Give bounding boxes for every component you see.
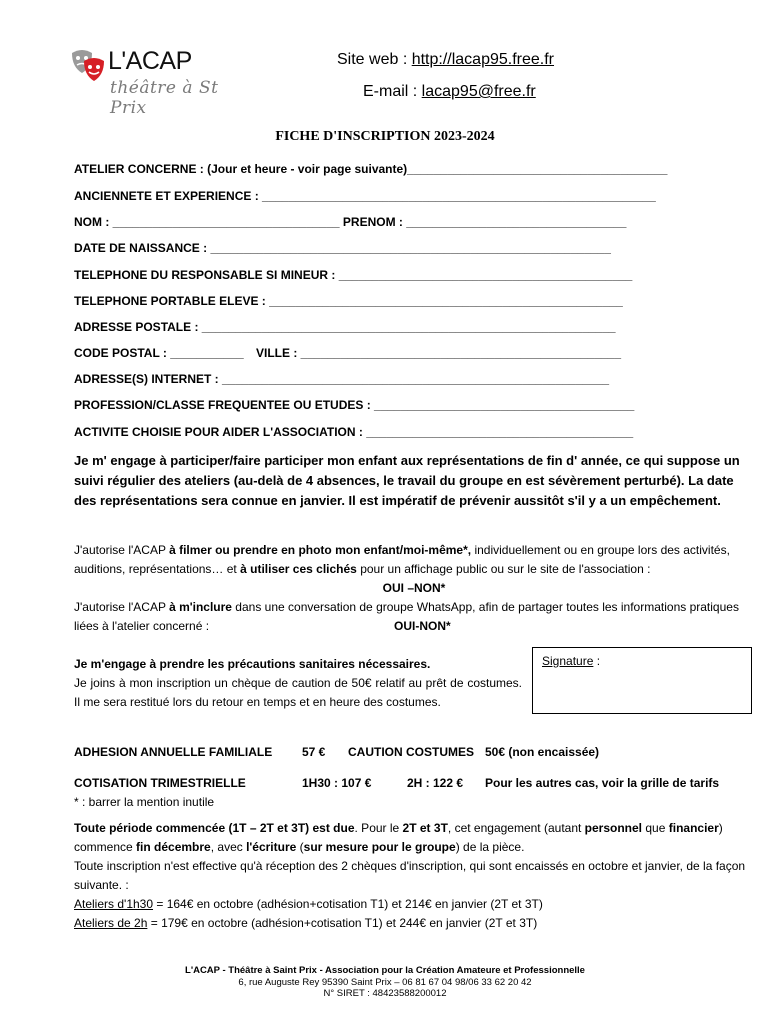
- footer: [0, 965, 770, 1000]
- photo-choice[interactable]: OUI –NON*: [382, 581, 446, 595]
- internet-field[interactable]: ADRESSE(S) INTERNET : __________________________________________________________: [74, 372, 610, 386]
- ville-field[interactable]: VILLE : ________________________________________________: [256, 346, 622, 360]
- profession-field[interactable]: PROFESSION/CLASSE FREQUENTEE OU ETUDES : _______________________________________: [74, 398, 635, 412]
- terms-b6: l'écriture: [246, 840, 297, 854]
- whatsapp-bold-1: à m'inclure: [169, 600, 232, 614]
- terms-p5: , avec: [210, 840, 247, 854]
- code-postal-field[interactable]: CODE POSTAL : ___________: [74, 346, 244, 360]
- website-label: Site web :: [337, 51, 412, 68]
- photo-bold-2: à utiliser ces clichés: [240, 562, 357, 576]
- date-naissance-field[interactable]: DATE DE NAISSANCE : ____________________________________________________________: [74, 241, 611, 255]
- email-link[interactable]: lacap95@free.fr: [421, 83, 536, 100]
- other-cases: Pour les autres cas, voir la grille de tarifs: [485, 776, 720, 790]
- activite-field[interactable]: ACTIVITE CHOISIE POUR AIDER L'ASSOCIATION : ________________________________________: [74, 425, 634, 439]
- commitment-paragraph: Je m' engage à participer/faire participer mon enfant aux représentations de fin d' année, ce qui suppose un suivi régulier des ateliers (au-delà de 4 absences, le travail du groupe en est sévèrement perturbé). La date des représentations sera connue en janvier. Il est impératif de prévenir aussitôt s'il y a un empêchement.: [74, 453, 740, 508]
- adhesion-label: ADHESION ANNUELLE FAMILIALE: [74, 745, 273, 759]
- terms-b4: financier: [668, 821, 719, 835]
- terms-block: [74, 819, 754, 933]
- photo-authorization: [74, 541, 754, 598]
- sanitary-title: Je m'engage à prendre les précautions sanitaires nécessaires.: [74, 657, 431, 671]
- photo-text-3: pour un affichage public ou sur le site de l'association :: [356, 562, 651, 576]
- atelier-1h30-line: [74, 895, 754, 914]
- caution-label: CAUTION COSTUMES: [348, 745, 474, 759]
- terms-line-1: [74, 819, 754, 857]
- atelier-1h30-label: Ateliers d'1h30: [74, 897, 154, 911]
- terms-b5: fin décembre: [136, 840, 211, 854]
- photo-bold-1: à filmer ou prendre en photo mon enfant/moi-même*,: [169, 543, 472, 557]
- logo-subtitle: théâtre à St Prix: [110, 78, 219, 118]
- website-link[interactable]: http://lacap95.free.fr: [411, 51, 555, 68]
- terms-p7: ) de la pièce.: [455, 840, 525, 854]
- terms-p3: que: [642, 821, 669, 835]
- atelier-field[interactable]: ATELIER CONCERNE : (Jour et heure - voir page suivante)_______________________________________: [74, 162, 668, 176]
- signature-label: Signature: [542, 654, 594, 668]
- terms-b1: Toute période commencée (1T – 2T et 3T) est due: [74, 821, 355, 835]
- footer-line-2: 6, rue Auguste Rey 95390 Saint Prix – 06 81 67 04 98/06 33 62 20 42: [238, 976, 532, 988]
- anciennete-field[interactable]: ANCIENNETE ET EXPERIENCE : ___________________________________________________________: [74, 189, 656, 203]
- caution-value: 50€ (non encaissée): [485, 745, 600, 759]
- atelier-2h-line: [74, 914, 754, 933]
- terms-p1: . Pour le: [354, 821, 403, 835]
- page-title: FICHE D'INSCRIPTION 2023-2024: [275, 129, 495, 144]
- email-line: [337, 76, 554, 108]
- terms-b3: personnel: [584, 821, 643, 835]
- footer-line-3: N° SIRET : 48423588200012: [323, 988, 447, 999]
- tel-responsable-field[interactable]: TELEPHONE DU RESPONSABLE SI MINEUR : ____________________________________________: [74, 268, 633, 282]
- whatsapp-choice[interactable]: OUI-NON*: [394, 619, 451, 633]
- terms-p6: (: [296, 840, 304, 854]
- atelier-2h-label: Ateliers de 2h: [74, 916, 148, 930]
- cotisation-1h30: 1H30 : 107 €: [302, 776, 372, 790]
- atelier-1h30-text: = 164€ en octobre (adhésion+cotisation T1) et 214€ en janvier (2T et 3T): [153, 897, 543, 911]
- signature-box[interactable]: [532, 647, 752, 714]
- cotisation-2h: 2H : 122 €: [407, 776, 464, 790]
- atelier-2h-text: = 179€ en octobre (adhésion+cotisation T1) et 244€ en janvier (2T et 3T): [147, 916, 538, 930]
- logo-name: L'ACAP: [108, 47, 192, 75]
- sanitary-block: [74, 655, 522, 712]
- email-label: E-mail :: [363, 83, 422, 100]
- cotisation-label: COTISATION TRIMESTRIELLE: [74, 776, 246, 790]
- whatsapp-text-1: J'autorise l'ACAP: [74, 600, 170, 614]
- terms-b7: sur mesure pour le groupe: [303, 840, 456, 854]
- website-line: [337, 44, 554, 76]
- terms-p4: ) commence: [74, 821, 723, 854]
- photo-text-2: individuellement ou en groupe lors des activités, auditions, représentations… et: [74, 543, 730, 576]
- acap-logo: [68, 45, 248, 118]
- caution-text: Je joins à mon inscription un chèque de caution de 50€ relatif au prêt de costumes. Il me sera restitué lors du retour en temps et en heure des costumes.: [74, 676, 522, 709]
- terms-p2: , cet engagement (autant: [447, 821, 585, 835]
- theatre-masks-icon: [68, 45, 112, 89]
- whatsapp-text-2: dans une conversation de groupe WhatsApp, afin de partager toutes les informations pratiques liées à l'atelier concerné :: [74, 600, 739, 633]
- adhesion-value: 57 €: [302, 745, 326, 759]
- nom-prenom-field[interactable]: NOM : __________________________________ PRENOM : _________________________________: [74, 215, 627, 229]
- footnote: * : barrer la mention inutile: [74, 795, 215, 809]
- terms-line-2: Toute inscription n'est effective qu'à réception des 2 chèques d'inscription, qui sont encaissés en octobre et janvier, de la façon suivante. :: [74, 859, 746, 892]
- adresse-field[interactable]: ADRESSE POSTALE : ______________________________________________________________: [74, 320, 616, 334]
- footer-line-1: L'ACAP - Théâtre à Saint Prix - Association pour la Création Amateure et Professionnelle: [185, 965, 585, 976]
- terms-b2: 2T et 3T: [402, 821, 448, 835]
- contact-block: [337, 44, 554, 108]
- photo-text-1: J'autorise l'ACAP: [74, 543, 170, 557]
- signature-colon: :: [593, 654, 601, 668]
- tel-eleve-field[interactable]: TELEPHONE PORTABLE ELEVE : _____________________________________________________: [74, 294, 623, 308]
